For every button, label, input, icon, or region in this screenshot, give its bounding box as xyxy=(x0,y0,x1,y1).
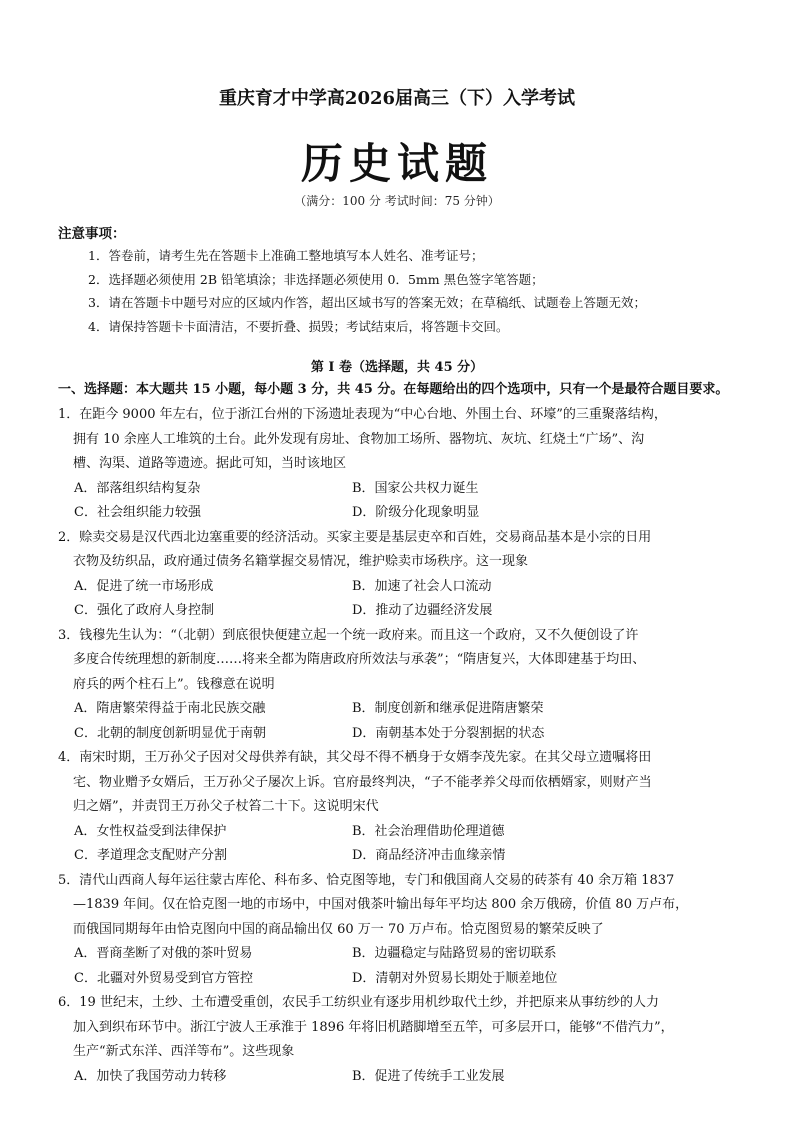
option-a: A．促进了统一市场形成 xyxy=(74,578,214,594)
question-options xyxy=(58,575,758,624)
option-b: B．促进了传统手工业发展 xyxy=(352,1068,505,1084)
question-stem xyxy=(58,624,758,698)
stem-line: —1839 年间。仅在恰克图一地的市场中，中国对俄茶叶输出每年平均达 800 余万俄磅，价值 80 万卢布， xyxy=(73,897,689,912)
question-stem xyxy=(58,869,758,943)
notice-item: 1．答卷前，请考生先在答题卡上准确工整地填写本人姓名、准考证号； xyxy=(88,248,484,263)
question-list xyxy=(58,403,758,1089)
option-c: C．北朝的制度创新明显优于南朝 xyxy=(74,725,266,741)
question-5 xyxy=(58,869,758,992)
stem-line: 5．清代山西商人每年运往蒙古库伦、科布多、恰克图等地，专门和俄国商人交易的砖茶有 40 余万箱 1837 xyxy=(58,872,675,888)
stem-line: 衣物及纺织品，政府通过债务名籍掌握交易情况，维护赊卖市场秩序。这一现象 xyxy=(73,554,529,569)
question-options xyxy=(58,477,758,526)
option-c: C．社会组织能力较强 xyxy=(74,505,201,520)
option-b: B．社会治理借助伦理道德 xyxy=(352,823,505,839)
stem-line: 生产“新式东洋、西洋等布”。这些现象 xyxy=(73,1044,295,1059)
question-stem xyxy=(58,526,758,575)
option-c: C．北疆对外贸易受到官方管控 xyxy=(74,970,253,986)
question-2 xyxy=(58,526,758,624)
notice-heading: 注意事项： xyxy=(58,226,126,242)
question-4 xyxy=(58,746,758,869)
question-1 xyxy=(58,403,758,526)
option-d: D．南朝基本处于分裂割据的状态 xyxy=(352,725,545,741)
question-stem xyxy=(58,991,758,1065)
stem-line: 府兵的两个柱石上”。钱穆意在说明 xyxy=(73,676,275,692)
stem-line: 1．在距今 9000 年左右，位于浙江台州的下汤遗址表现为“中心台地、外围土台、环壕”的三重聚落结构， xyxy=(58,407,667,422)
option-a: A．女性权益受到法律保护 xyxy=(74,823,227,839)
question-stem xyxy=(58,403,758,477)
stem-line: 3．钱穆先生认为：“（北朝）到底很快便建立起一个统一政府来。而且这一个政府，又不久便创设了许 xyxy=(58,627,639,643)
option-c: C．孝道理念支配财产分割 xyxy=(74,848,227,863)
stem-line: 加入到织布环节中。浙江宁波人王承淮于 1896 年将旧机踏脚增至五竿，可多层开口，能够“不借汽力”， xyxy=(73,1019,674,1035)
option-d: D．清朝对外贸易长期处于顺差地位 xyxy=(352,970,558,986)
question-options xyxy=(58,942,758,991)
stem-line: 拥有 10 余座人工堆筑的土台。此外发现有房址、食物加工场所、器物坑、灰坑、红烧土“广场”、沟 xyxy=(73,431,645,447)
stem-line: 4．南宋时期，王万孙父子因对父母供养有缺，其父母不得不栖身于女婿李茂先家。在其父母立遗嘱将田 xyxy=(58,750,652,765)
option-b: B．加速了社会人口流动 xyxy=(352,578,492,594)
option-d: D．阶级分化现象明显 xyxy=(352,505,480,520)
question-options xyxy=(58,697,758,746)
section-instruction: 一、选择题：本大题共 15 小题，每小题 3 分，共 45 分。在每题给出的四个选项中，只有一个是最符合题目要求。 xyxy=(58,382,729,397)
option-b: B．边疆稳定与陆路贸易的密切联系 xyxy=(352,946,557,961)
stem-line: 2．赊卖交易是汉代西北边塞重要的经济活动。买家主要是基层吏卒和百姓，交易商品基本是小宗的日用 xyxy=(58,529,652,545)
exam-meta: （满分：100 分 考试时间：75 分钟） xyxy=(294,194,500,208)
option-a: A．隋唐繁荣得益于南北民族交融 xyxy=(74,701,266,716)
stem-line: 多度合传统理想的新制度……将来全都为隋唐政府所效法与承袭”；“隋唐复兴，大体即建基于均田、 xyxy=(73,652,646,667)
option-c: C．强化了政府人身控制 xyxy=(74,603,214,618)
option-d: D．商品经济冲击血缘亲情 xyxy=(352,848,506,863)
notice-item: 4．请保持答题卡卡面清洁，不要折叠、损毁；考试结束后，将答题卡交回。 xyxy=(88,318,509,334)
question-3 xyxy=(58,624,758,747)
question-stem xyxy=(58,746,758,820)
option-a: A．加快了我国劳动力转移 xyxy=(74,1068,227,1084)
option-b: B．制度创新和继承促进隋唐繁荣 xyxy=(352,701,544,716)
option-a: A．晋商垄断了对俄的茶叶贸易 xyxy=(74,946,253,961)
notice-list xyxy=(88,244,768,338)
exam-subject-title: 历史试题 xyxy=(300,139,493,188)
question-6 xyxy=(58,991,758,1089)
option-a: A．部落组织结构复杂 xyxy=(74,480,201,496)
notice-item: 2．选择题必须使用 2B 铅笔填涂；非选择题必须使用 0．5mm 黑色签字笔答题； xyxy=(88,271,544,287)
stem-line: 归之婿”，并责罚王万孙父子杖笞二十下。这说明宋代 xyxy=(73,799,379,814)
section-title: 第 I 卷（选择题，共 45 分） xyxy=(310,360,484,375)
question-options xyxy=(58,820,758,869)
question-options xyxy=(58,1065,758,1090)
option-b: B．国家公共权力诞生 xyxy=(352,480,479,496)
stem-line: 槽、沟渠、道路等遗迹。据此可知，当时该地区 xyxy=(73,456,347,471)
stem-line: 6．19 世纪末，土纱、土布遭受重创，农民手工纺织业有逐步用机纱取代土纱，并把原来从事纺纱的人力 xyxy=(58,995,659,1010)
option-d: D．推动了边疆经济发展 xyxy=(352,603,493,618)
exam-title: 重庆育才中学高2026届高三（下）入学考试 xyxy=(218,88,576,109)
stem-line: 而俄国同期每年由恰克图向中国的商品输出仅 60 万一 70 万卢布。恰克图贸易的繁荣反映了 xyxy=(73,921,604,937)
stem-line: 宅、物业赠予女婿后，王万孙父子屡次上诉。官府最终判决，“子不能孝养父母而依栖婿家，则财产当 xyxy=(73,774,652,790)
notice-item: 3．请在答题卡中题号对应的区域内作答，超出区域书写的答案无效；在草稿纸、试题卷上答题无效； xyxy=(88,295,646,310)
